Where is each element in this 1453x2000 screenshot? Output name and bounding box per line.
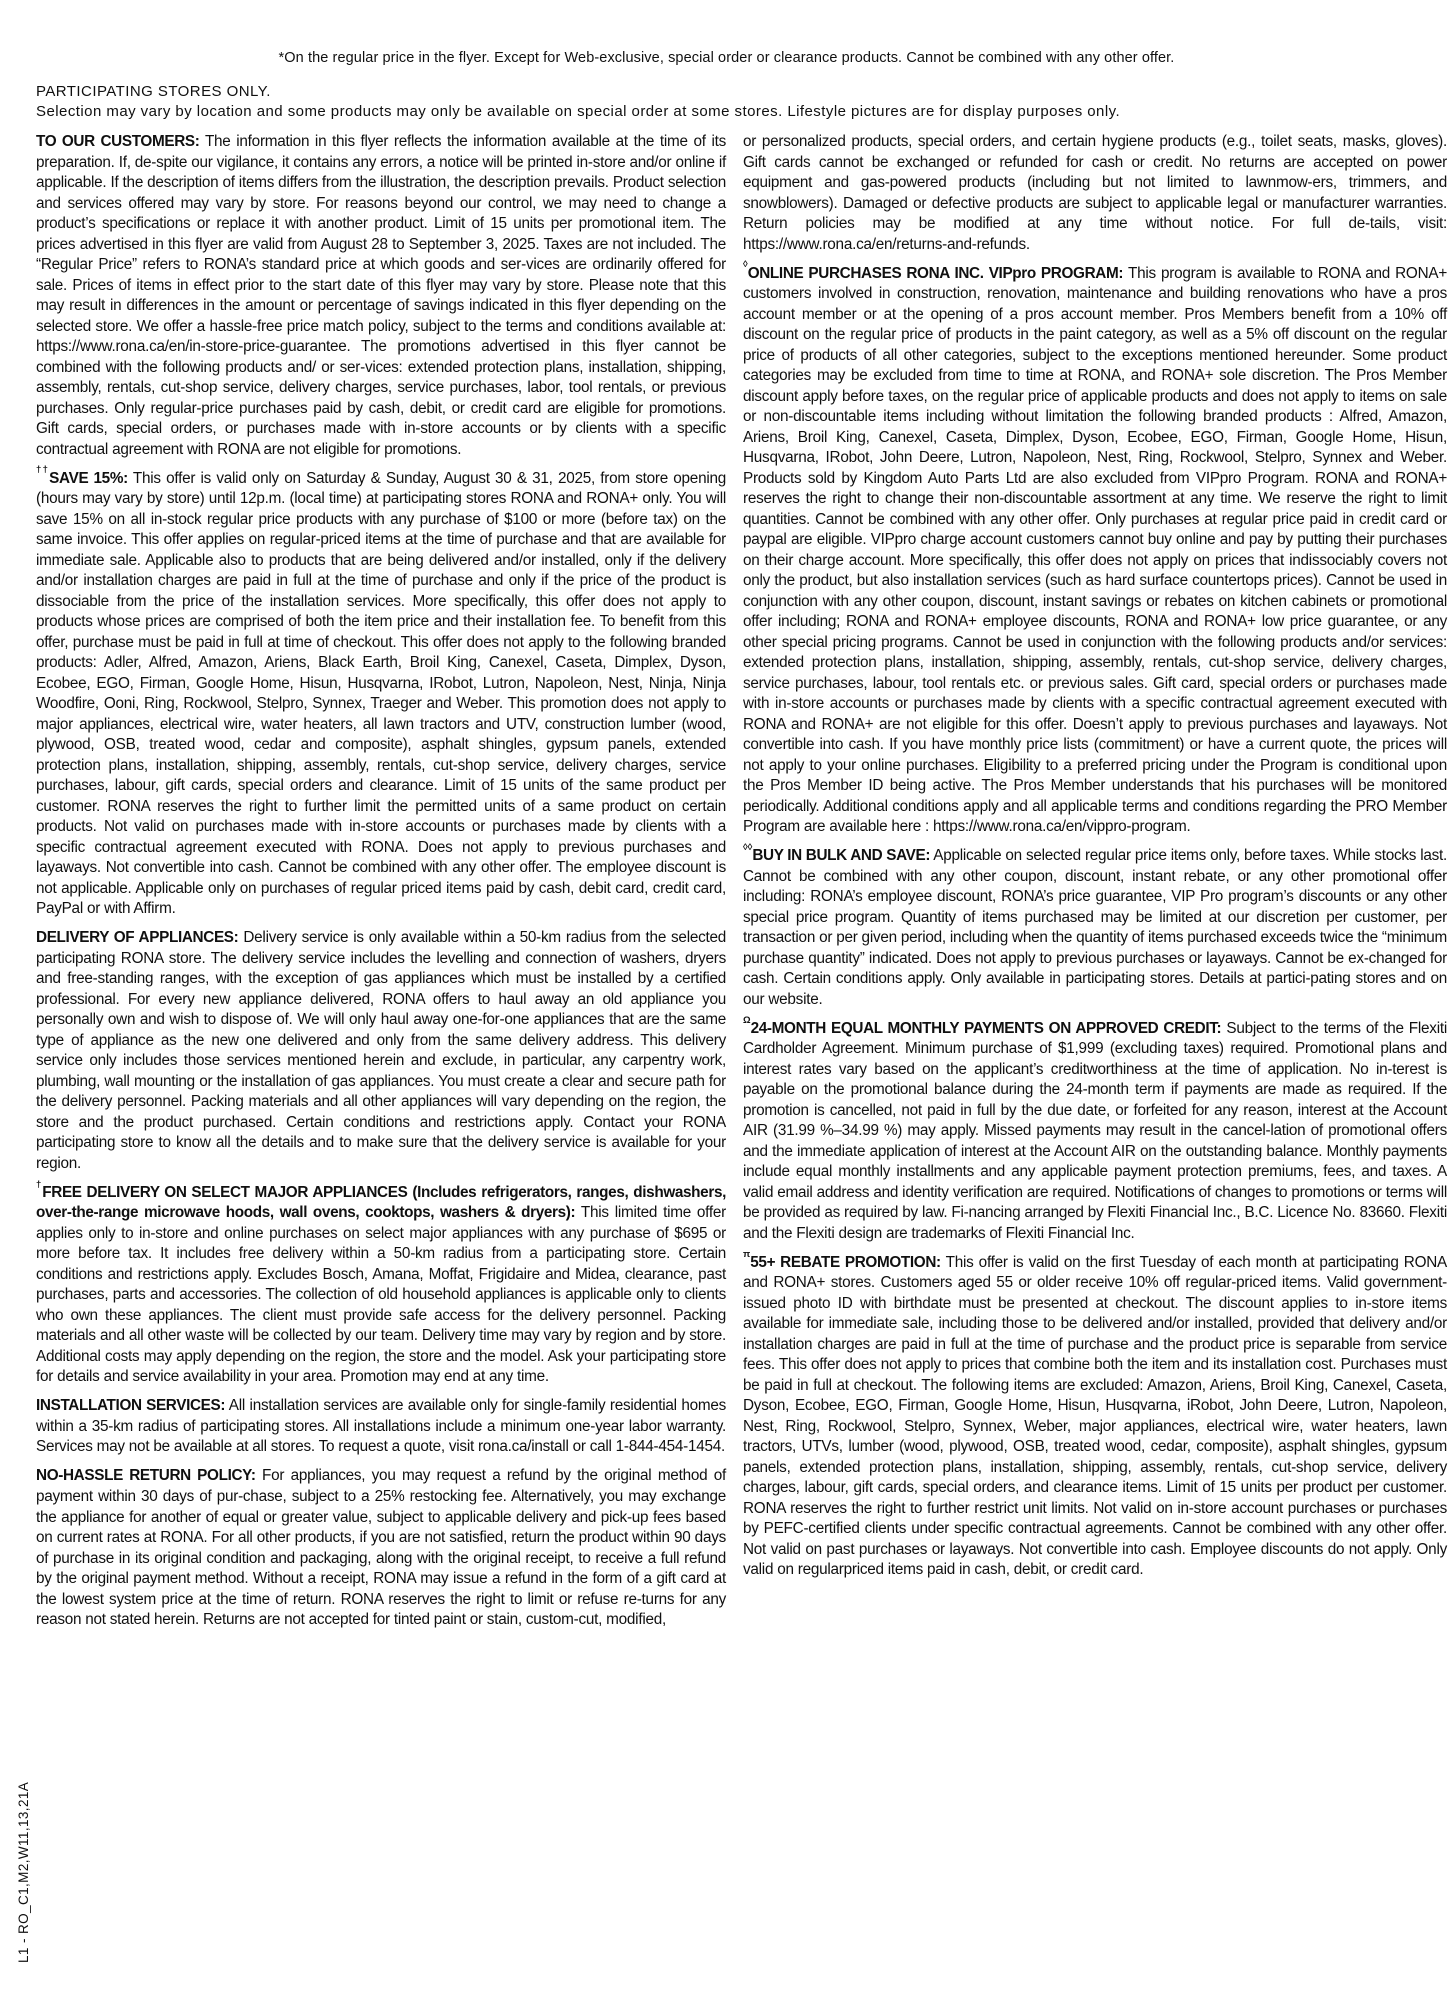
superscript-marker: ††	[36, 464, 50, 476]
paragraph-free-delivery-appliances	[36, 1179, 726, 1388]
paragraph-save-15	[36, 465, 726, 920]
paragraph-heading: BUY IN BULK AND SAVE:	[752, 847, 931, 865]
left-column	[36, 128, 726, 1635]
paragraph-heading: INSTALLATION SERVICES:	[36, 1397, 226, 1415]
superscript-marker: †	[36, 1178, 43, 1190]
paragraph-heading: 55+ REBATE PROMOTION:	[750, 1253, 941, 1271]
paragraph-body: Subject to the terms of the Flexiti Cardholder Agreement. Minimum purchase of $1,999 (excluding taxes) required. Promotional plans and interest rates vary based on the applicant’s creditworthiness at the time of application. No in-terest is payable on the promotional balance during the 24-month term if payments are made as required. If the promotion is cancelled, not paid in full by the due date, or forfeited for any reason, interest at the Account AIR (31.99 %–34.99 %) may apply. Missed payments may result in the cancel-lation of promotional offers and the immediate application of interest at the Account AIR on the outstanding balance. Monthly payments include equal monthly installments and any applicable payment protection premiums, fees, and taxes. A valid email address and identity verification are required. Notifications of changes to promotions or terms will be provided as required by law. Fi-nancing arranged by Flexiti Financial Inc., B.C. Licence No. 83660. Flexiti and the Flexiti design are trademarks of Flexiti Financial Inc.	[743, 1019, 1448, 1242]
paragraph-body: The information in this flyer reflects the information available at the time of its preparation. If, de-spite our vigilance, it contains any errors, a notice will be printed in-store and/or online if applicable. If the description of items differs from the illustration, the description prevails. Product selection and services offered may vary by store. For reasons beyond our control, we may need to change a product’s specifications or replace it with another product. Limit of 15 units per promotional item. The prices advertised in this flyer are valid from August 28 to September 3, 2025. Taxes are not included. The “Regular Price” refers to RONA’s standard price at which goods and ser-vices are ordinarily offered for sale. Prices of items in effect prior to the start date of this flyer may vary by store. Please note that this may result in differences in the amount or percentage of savings indicated in this flyer depending on the selected store. We offer a hassle-free price match policy, subject to the terms and conditions available at: https://www.rona.ca/en/in-store-price-guarantee. The promotions advertised in this flyer cannot be combined with the following products and/ or ser-vices: extended protection plans, installation, shipping, assembly, rentals, cut-shop service, delivery charges, service purchases, labor, tool rentals, or previous purchases. Only regular-price purchases paid by cash, debit, or credit card are eligible for promotions. Gift cards, special orders, or purchases made with in-store accounts or by clients with a specific contractual agreement with RONA are not eligible for promotions.	[36, 133, 727, 458]
paragraph-heading: DELIVERY OF APPLIANCES:	[36, 929, 239, 947]
paragraph-body: or personalized products, special orders, and certain hygiene products (e.g., toilet seats, masks, gloves). Gift cards cannot be exchanged or refunded for cash or credit. No returns are accepted on power equipment and gas-powered products (including but not limited to lawnmow-ers, trimmers, and snowblowers). Damaged or defective products are subject to applicable legal or manufacturer warranties. Return policies may be modified at any time without notice. For full de-tails, visit: https://www.rona.ca/en/returns-and-refunds.	[743, 133, 1447, 253]
paragraph-delivery-of-appliances	[36, 924, 726, 1174]
paragraph-heading: 24-MONTH EQUAL MONTHLY PAYMENTS ON APPROVED CREDIT:	[750, 1019, 1222, 1037]
right-column	[743, 128, 1447, 1635]
paragraph-buy-in-bulk-save	[743, 842, 1447, 1010]
paragraph-online-purchases-vippro	[743, 260, 1447, 838]
terms-columns	[36, 128, 1447, 1635]
paragraph-heading: TO OUR CUSTOMERS:	[36, 133, 200, 151]
selection-note-line: Selection may vary by location and some products may only be available on special order at some stores. Lifestyle pictures are for display purposes only.	[36, 103, 1121, 120]
paragraph-heading: ONLINE PURCHASES RONA INC. VIPpro PROGRAM:	[747, 264, 1124, 282]
paragraph-to-our-customers	[36, 128, 726, 460]
paragraph-returns-continuation	[743, 128, 1447, 255]
superscript-marker: π	[743, 1248, 751, 1260]
superscript-marker: ◊	[743, 259, 748, 271]
paragraph-no-hassle-return-policy	[36, 1462, 726, 1630]
paragraph-body: Applicable on selected regular price items only, before taxes. While stocks last. Cannot be combined with any other coupon, discount, instant rebate, or any other promotional offer including: RONA’s employee discount, RONA’s price guarantee, VIP Pro program’s discounts or any other special price program. Quantity of items purchased may be limited at our discretion per customer, per transaction or per given period, including when the quantity of items purchased exceeds twice the “minimum purchase quantity” indicated. Does not apply to previous purchases or layaways. Cannot be ex-changed for cash. Certain conditions apply. Only available in participating stores. Details at partici-pating stores and on our website.	[743, 847, 1447, 1008]
paragraph-heading: SAVE 15%:	[49, 469, 128, 487]
print-production-code: L1 - RO_C1,M2,W11,13,21A	[16, 1781, 31, 1963]
paragraph-body: This offer is valid on the first Tuesday of each month at participating RONA and RONA+ stores. Customers aged 55 or older receive 10% off regular-priced items. Valid government-issued photo ID with birthdate must be presented at checkout. The discount applies to in-store items available for immediate sale, including those to be delivered and/or installed, provided that delivery and/or installation charges are paid in full at the time of purchase and the product price is separable from service fees. This offer does not apply to prices that combine both the item and its installation cost. Purchases must be paid in full at checkout. The following items are excluded: Amazon, Ariens, Broil King, Canexel, Caseta, Dyson, Ecobee, EGO, Firman, Google Home, Hisun, Husqvarna, iRobot, John Deere, Lutron, Napoleon, Nest, Ring, Rockwool, Stelpro, Synnex, Weber, major appliances, electrical wire, water heaters, lawn tractors, UTVs, lumber (wood, plywood, OSB, treated wood, cedar, composite), asphalt shingles, gypsum panels, extended protection plans, installation, shipping, assembly, rentals, cut-shop service, delivery charges, labour, gift cards, special orders, and clearance items. Limit of 15 units per product per customer. RONA reserves the right to further restrict unit limits. Not valid on in-store account purchases or purchases by PEFC-certified clients under specific contractual agreements. Cannot be combined with any other offer. Not valid on past purchases or layaways. Not convertible into cash. Employee discounts do not apply. Only valid on regularpriced items paid in cash, debit, or credit card.	[743, 1253, 1447, 1579]
participating-stores-line: PARTICIPATING STORES ONLY.	[36, 83, 271, 100]
superscript-marker: ◊◊	[743, 841, 753, 853]
superscript-marker: Ω	[743, 1014, 751, 1026]
paragraph-body: This program is available to RONA and RONA+ customers involved in construction, renovation, maintenance and building renovations who have a pros account member or at the opening of a pros account member. Pros Members benefit from a 10% off discount on the regular price of products in the paint category, as well as a 5% off discount on the regular price of products of all other categories, subject to the exceptions mentioned hereunder. Some product categories may be excluded from time to time at RONA, and RONA+ sole discretion. The Pros Member discount apply before taxes, on the regular price of applicable products and does not apply to items on sale or non-discountable items including without limitation the following branded products : Alfred, Amazon, Ariens, Broil King, Canexel, Caseta, Dimplex, Dyson, Ecobee, EGO, Firman, Google Home, Hisun, Husqvarna, IRobot, John Deere, Lutron, Napoleon, Nest, Ring, Rockwool, Stelpro, Synnex and Weber. Products sold by Kingdom Auto Parts Ltd are also excluded from VIPpro Program. RONA and RONA+ reserves the right to change their non-discountable assortment at any time. We reserve the right to limit quantities. Cannot be combined with any other offer. Only purchases at regular price paid in credit card or paypal are eligible. VIPpro charge account customers cannot buy online and pay by putting their purchases on their charge account. More specifically, this offer does not apply on prices that indissociably covers not only the product, but also installation services (such as hard surface countertops prices). Cannot be used in conjunction with any other coupon, discount, instant savings or rebates on kitchen cabinets or promotional offer including; RONA and RONA+ employee discounts, RONA and RONA+ low price guarantee, or any other special pricing programs. Cannot be used in conjunction with the following products and/or services: extended protection plans, installation, shipping, assembly, rentals, cut-shop service, delivery charges, service purchases, labour, tool rentals etc. or previous sales. Gift card, special orders or purchases made with in-store accounts or purchases made by clients with a specific contractual agreement executed with RONA and RONA+ are not eligible for this offer. Doesn’t apply to previous purchases and layaways. Not convertible into cash. If you have monthly price lists (commitment) or have a current quote, the prices will not apply to your online purchases. Eligibility to a preferred pricing under the Program is conditional upon the Pros Member ID being active. The Pros Member understands that his purchases will be monitored periodically. Additional conditions apply and all applicable terms and conditions regarding the PRO Member Program are available here : https://www.rona.ca/en/vippro-program.	[743, 264, 1447, 836]
paragraph-24-month-payments	[743, 1015, 1447, 1245]
paragraph-body: Delivery service is only available within a 50-km radius from the selected participating RONA store. The delivery service includes the levelling and connection of washers, dryers and free-standing ranges, with the exception of gas appliances which must be installed by a certified professional. For every new appliance delivered, RONA offers to haul away an old appliance you personally own and wish to dispose of. We will only haul away one-for-one appliances that are the same type of appliance as the new one delivered and only from the same delivery address. This delivery service only includes those services mentioned herein and exclude, in particular, any carpentry work, plumbing, wall mounting or the installation of gas appliances. You must create a clear and secure path for the delivery personnel. Packing materials and all other appliances will vary depending on the region, the store and the product purchased. Certain conditions and restrictions apply. Contact your RONA participating store to know all the details and to make sure that the delivery service is available for your region.	[36, 929, 727, 1172]
paragraph-55-plus-rebate	[743, 1249, 1447, 1581]
paragraph-body: All installation services are available only for single-family residential homes within a 35-km radius of participating stores. All installations include a minimum one-year labor warranty. Services may not be available at all stores. To request a quote, visit rona.ca/install or call 1-844-454-1454.	[36, 1397, 726, 1456]
paragraph-heading: FREE DELIVERY ON SELECT MAJOR APPLIANCES (Includes refrigerators, ranges, dishwashers, over-the-range microwave hoods, wall ovens, cooktops, washers & dryers):	[36, 1183, 726, 1222]
paragraph-body: This limited time offer applies only to in-store and online purchases on select major appliances with any purchase of $695 or more before tax. It includes free delivery within a 50-km radius from a participating store. Certain conditions and restrictions apply. Excludes Bosch, Amana, Moffat, Frigidaire and Midea, clearance, past purchases, parts and accessories. The collection of old household appliances is applicable only to clients who own these appliances. The client must provide safe access for the delivery personnel. Packing materials and all other waste will be collected by our team. Delivery time may vary by region and by store. Additional costs may apply depending on the region, the store and the model. Ask your participating store for details and service availability in your area. Promotion may end at any time.	[36, 1204, 726, 1386]
paragraph-heading: NO-HASSLE RETURN POLICY:	[36, 1467, 256, 1485]
paragraph-body: This offer is valid only on Saturday & Sunday, August 30 & 31, 2025, from store opening (hours may vary by store) until 12p.m. (local time) at participating stores RONA and RONA+ only. You will save 15% on all in-stock regular price products with any purchase of $100 or more (before tax) on the same invoice. This offer applies on regular-priced items at the time of purchase and that are available for immediate sale. Applicable also to products that are being delivered and/or installed, only if the delivery and/or installation charges are paid in full at the time of purchase and only if the price of the product is dissociable from the price of the installation services. More specifically, this offer does not apply to products whose prices are comprised of both the item price and their installation fee. To benefit from this offer, purchase must be paid in full at time of checkout. This offer does not apply to the following branded products: Adler, Alfred, Amazon, Ariens, Black Earth, Broil King, Canexel, Caseta, Dimplex, Dyson, Ecobee, EGO, Firman, Google Home, Hisun, Husqvarna, IRobot, Lutron, Napoleon, Nest, Ninja, Ninja Woodfire, Ooni, Ring, Rockwool, Stelpro, Synnex, Traeger and Weber. This promotion does not apply to major appliances, electrical wire, water heaters, all lawn tractors and UTV, construction lumber (wood, plywood, OSB, treated wood, cedar and composite), asphalt shingles, gypsum panels, extended protection plans, installation, shipping, assembly, rentals, cut-shop service, delivery charges, service purchases, labour, gift cards, special orders and clearance. Limit of 15 units of the same product per customer. RONA reserves the right to further limit the permitted units of a same product on certain products. Not valid on purchases made with in-store accounts or purchases made by clients with a specific contractual agreement executed with RONA. Does not apply to previous purchases and layaways. Not convertible into cash. Cannot be combined with any other offer. The employee discount is not applicable. Applicable only on purchases of regular priced items paid by cash, debit card, credit card, PayPal or with Affirm.	[36, 469, 726, 918]
paragraph-installation-services	[36, 1392, 726, 1458]
regular-price-disclaimer: *On the regular price in the flyer. Except for Web-exclusive, special order or clearance products. Cannot be combined with any other offer.	[278, 50, 1175, 66]
paragraph-body: For appliances, you may request a refund by the original method of payment within 30 days of pur-chase, subject to a 25% restocking fee. Alternatively, you may exchange the appliance for another of equal or greater value, subject to applicable delivery and pick-up fees based on current rates at RONA. For all other products, if you are not satisfied, return the product within 90 days of purchase in its original condition and packaging, along with the original receipt, to receive a full refund by the original payment method. Without a receipt, RONA may issue a refund in the form of a gift card at the lowest system price at the time of return. RONA reserves the right to limit or refuse re-turns for any reason not stated herein. Returns are not accepted for tinted paint or stain, custom-cut, modified,	[36, 1467, 726, 1629]
